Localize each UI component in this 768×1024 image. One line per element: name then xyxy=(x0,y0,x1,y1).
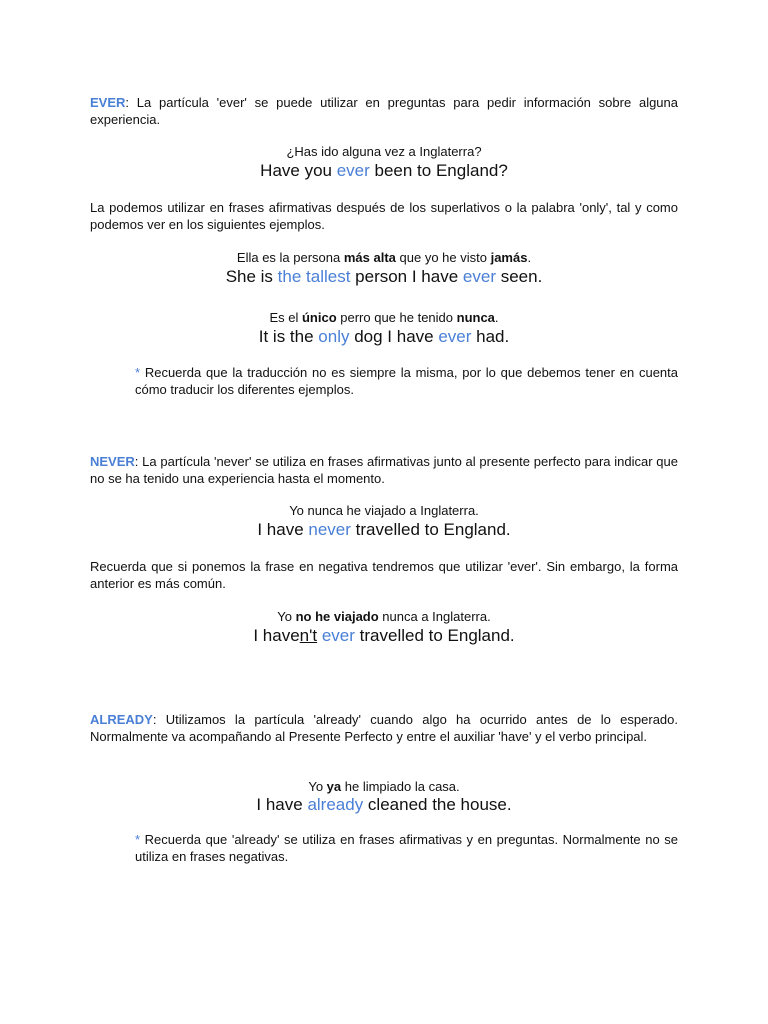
sentence-part: dog I have xyxy=(349,327,439,346)
bold-word: único xyxy=(301,310,337,325)
never-intro-text: : La partícula 'never' se utiliza en frases afirmativas junto al presente perfecto para indicar que no se ha tenido una experiencia hasta el momento. xyxy=(90,454,678,486)
note-text: Recuerda que 'already' se utiliza en frases afirmativas y en preguntas. Normalmente no se utiliza en frases negativas. xyxy=(135,832,678,864)
highlighted-word: never xyxy=(308,520,351,539)
underlined-word: n't xyxy=(299,626,318,645)
never-example1-english xyxy=(0,519,768,541)
bold-word: no he viajado xyxy=(295,609,379,624)
highlighted-word: the tallest xyxy=(277,267,351,286)
never-example1-spanish: Yo nunca he viajado a Inglaterra. xyxy=(289,503,479,518)
already-example1-spanish xyxy=(0,778,768,795)
highlighted-word: ever xyxy=(438,327,472,346)
bold-word: jamás xyxy=(490,250,528,265)
sentence-part: I have xyxy=(253,626,300,645)
ever-example1-english xyxy=(0,160,768,182)
sentence-part: . xyxy=(527,250,532,265)
sentence-part: he limpiado la casa. xyxy=(341,779,460,794)
sentence-part: Yo xyxy=(277,609,296,624)
highlighted-word: only xyxy=(318,327,350,346)
already-intro-paragraph xyxy=(90,711,678,745)
ever-translation-note xyxy=(135,364,678,398)
sentence-part: . xyxy=(494,310,499,325)
sentence-part: I have xyxy=(257,520,309,539)
sentence-part: It is the xyxy=(258,327,319,346)
bold-word: más alta xyxy=(343,250,396,265)
already-usage-note xyxy=(135,831,678,865)
ever-intro-paragraph xyxy=(90,94,678,128)
sentence-part: travelled to England. xyxy=(350,520,511,539)
highlighted-word: already xyxy=(307,795,364,814)
sentence-part: Ella es la persona xyxy=(236,250,344,265)
sentence-part: Have you xyxy=(260,161,337,180)
sentence-part: travelled to England. xyxy=(354,626,515,645)
sentence-part: Yo xyxy=(308,779,327,794)
highlighted-word: ever xyxy=(321,626,355,645)
sentence-part: perro que he tenido xyxy=(336,310,457,325)
already-example1-english xyxy=(0,794,768,816)
sentence-part: had. xyxy=(471,327,510,346)
ever-keyword: EVER xyxy=(90,95,126,110)
never-intro-paragraph xyxy=(90,453,678,487)
note-text: Recuerda que la traducción no es siempre la misma, por lo que debemos tener en cuenta cómo traducir los diferentes ejemplos. xyxy=(135,365,678,397)
never-example2-spanish xyxy=(0,608,768,625)
already-intro-text: : Utilizamos la partícula 'already' cuando algo ha ocurrido antes de lo esperado. Normalmente va acompañando al Presente Perfecto y entre el auxiliar 'have' y el verbo principal. xyxy=(90,712,678,744)
bold-word: ya xyxy=(326,779,342,794)
sentence-part: She is xyxy=(225,267,278,286)
ever-superlatives-paragraph: La podemos utilizar en frases afirmativas después de los superlativos o la palabra 'only', tal y como podemos ver en los siguientes ejemplos. xyxy=(90,200,678,232)
ever-example2-spanish xyxy=(0,249,768,266)
bold-word: nunca xyxy=(456,310,495,325)
ever-example3-spanish xyxy=(0,309,768,326)
highlighted-word: ever xyxy=(336,161,370,180)
sentence-part: nunca a Inglaterra. xyxy=(378,609,491,624)
ever-intro-text: : La partícula 'ever' se puede utilizar en preguntas para pedir información sobre alguna experiencia. xyxy=(90,95,678,127)
sentence-part: I have xyxy=(256,795,308,814)
sentence-part: cleaned the house. xyxy=(363,795,512,814)
sentence-part: been to England? xyxy=(369,161,508,180)
never-keyword: NEVER xyxy=(90,454,135,469)
sentence-part: person I have xyxy=(350,267,463,286)
asterisk-icon: * xyxy=(135,365,141,380)
sentence-part: Es el xyxy=(269,310,302,325)
asterisk-icon: * xyxy=(135,832,141,847)
ever-example2-english xyxy=(0,266,768,288)
highlighted-word: ever xyxy=(462,267,496,286)
ever-example3-english xyxy=(0,326,768,348)
never-example2-english xyxy=(0,625,768,647)
sentence-part: que yo he visto xyxy=(395,250,491,265)
ever-example1-spanish: ¿Has ido alguna vez a Inglaterra? xyxy=(286,144,482,159)
sentence-part: seen. xyxy=(495,267,543,286)
already-keyword: ALREADY xyxy=(90,712,153,727)
never-negative-paragraph: Recuerda que si ponemos la frase en negativa tendremos que utilizar 'ever'. Sin embargo, la forma anterior es más común. xyxy=(90,559,678,591)
